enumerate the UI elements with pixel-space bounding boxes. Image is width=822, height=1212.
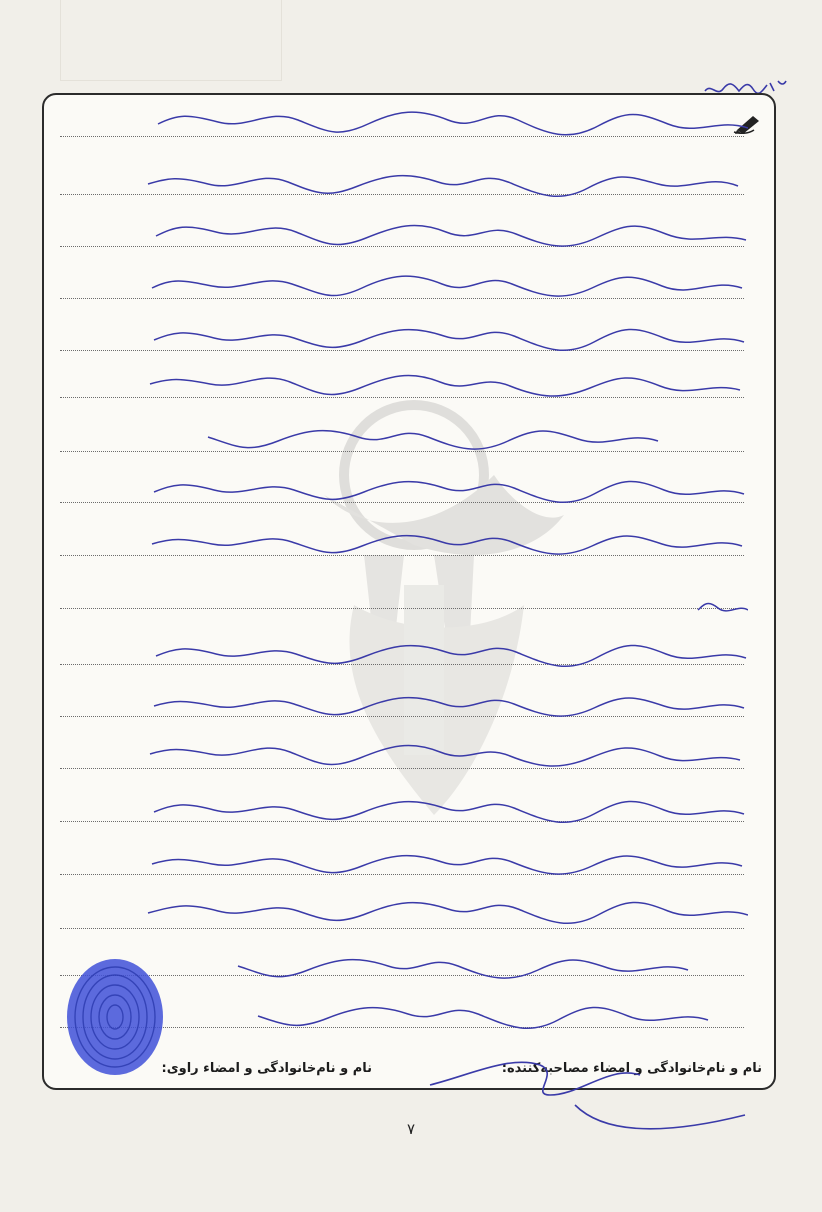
handwriting-line — [58, 734, 748, 774]
handwriting-line — [58, 520, 748, 560]
handwriting-line — [58, 682, 748, 722]
thumbprint — [60, 955, 170, 1080]
previous-page-edge — [60, 0, 282, 81]
handwriting-line — [58, 415, 748, 455]
handwriting-line — [58, 893, 748, 933]
emblem-watermark — [294, 385, 564, 855]
interviewer-signature-label: نام و نام‌خانوادگی و امضاء مصاحبه‌کننده: — [501, 1061, 762, 1076]
page-number: ۷ — [406, 1120, 416, 1138]
handwriting-line — [58, 160, 748, 200]
handwriting-line — [58, 316, 748, 356]
handwriting-line — [58, 788, 748, 828]
handwriting-line — [58, 264, 748, 304]
handwriting-line — [58, 580, 748, 620]
handwriting-line — [58, 630, 748, 670]
handwriting-line — [58, 212, 748, 252]
narrator-signature-label: نام و نام‌خانوادگی و امضاء راوی: — [161, 1061, 372, 1076]
handwriting-line — [58, 364, 748, 404]
handwriting-line — [58, 468, 748, 508]
handwriting-line — [58, 840, 748, 880]
handwriting-line — [58, 100, 748, 140]
